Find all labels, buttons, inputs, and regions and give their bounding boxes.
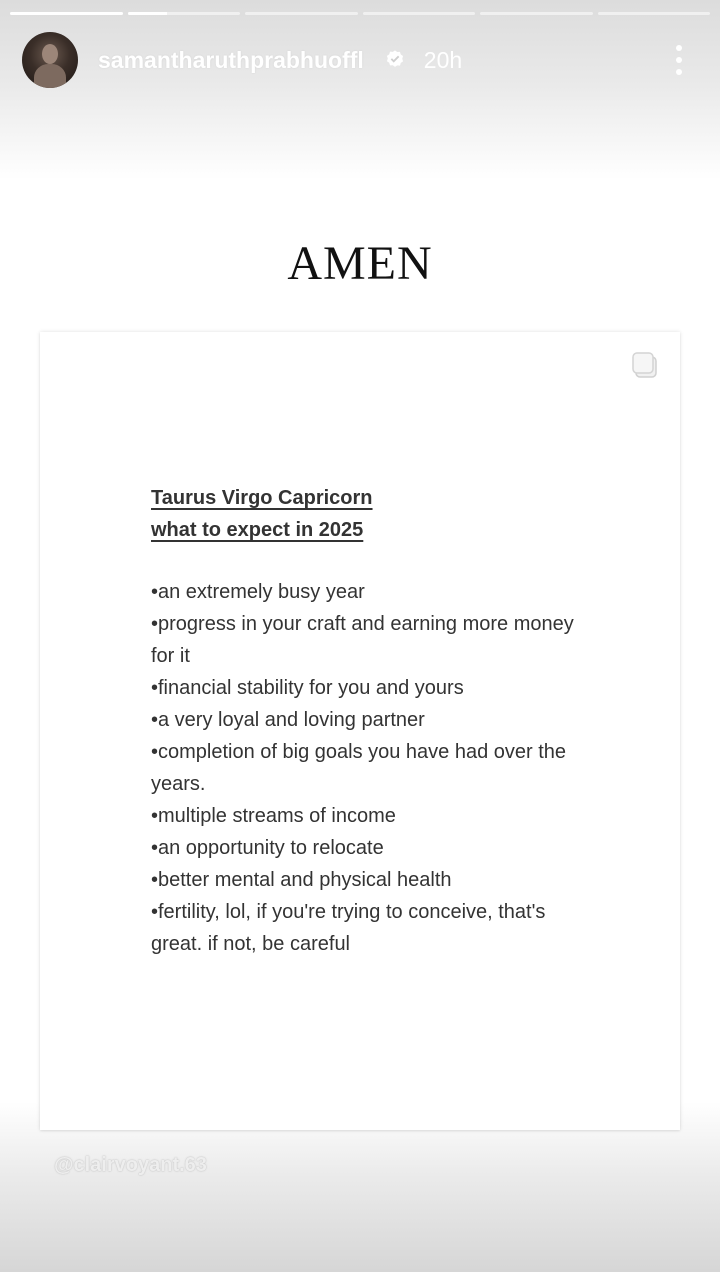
avatar[interactable] [22, 32, 78, 88]
mention-sticker[interactable]: @clairvoyant.63 [54, 1154, 207, 1176]
timestamp: 20h [423, 46, 463, 73]
prediction-item: •an opportunity to relocate [151, 837, 384, 859]
prediction-item: •completion of big goals you have had over the years. [151, 741, 567, 795]
story-title: AMEN [287, 237, 433, 290]
card-heading-line-1: Taurus Virgo Capricorn [151, 487, 373, 509]
progress-segment [128, 12, 241, 15]
prediction-item: •a very loyal and loving partner [151, 709, 425, 731]
prediction-item: •progress in your craft and earning more money for it [151, 613, 574, 667]
top-shade [0, 0, 720, 180]
verified-badge-icon [384, 49, 406, 71]
card-heading [151, 482, 373, 546]
more-vertical-icon[interactable] [674, 45, 684, 75]
prediction-item: •an extremely busy year [151, 581, 365, 603]
prediction-list [151, 576, 581, 960]
username[interactable]: samantharuthprabhuoffl [98, 46, 364, 73]
card-heading-line-2: what to expect in 2025 [151, 519, 364, 541]
progress-segment [363, 12, 476, 15]
progress-segment [245, 12, 358, 15]
prediction-item: •multiple streams of income [151, 805, 396, 827]
prediction-item: •better mental and physical health [151, 869, 452, 891]
progress-segment [598, 12, 711, 15]
progress-segment [10, 12, 123, 15]
story-header [22, 32, 698, 88]
prediction-item: •fertility, lol, if you're trying to conceive, that's great. if not, be careful [151, 901, 546, 955]
progress-segment [480, 12, 593, 15]
shared-post-card[interactable] [40, 332, 680, 1130]
prediction-item: •financial stability for you and yours [151, 677, 464, 699]
story-progress-bar [10, 12, 710, 15]
copy-icon [630, 350, 662, 382]
